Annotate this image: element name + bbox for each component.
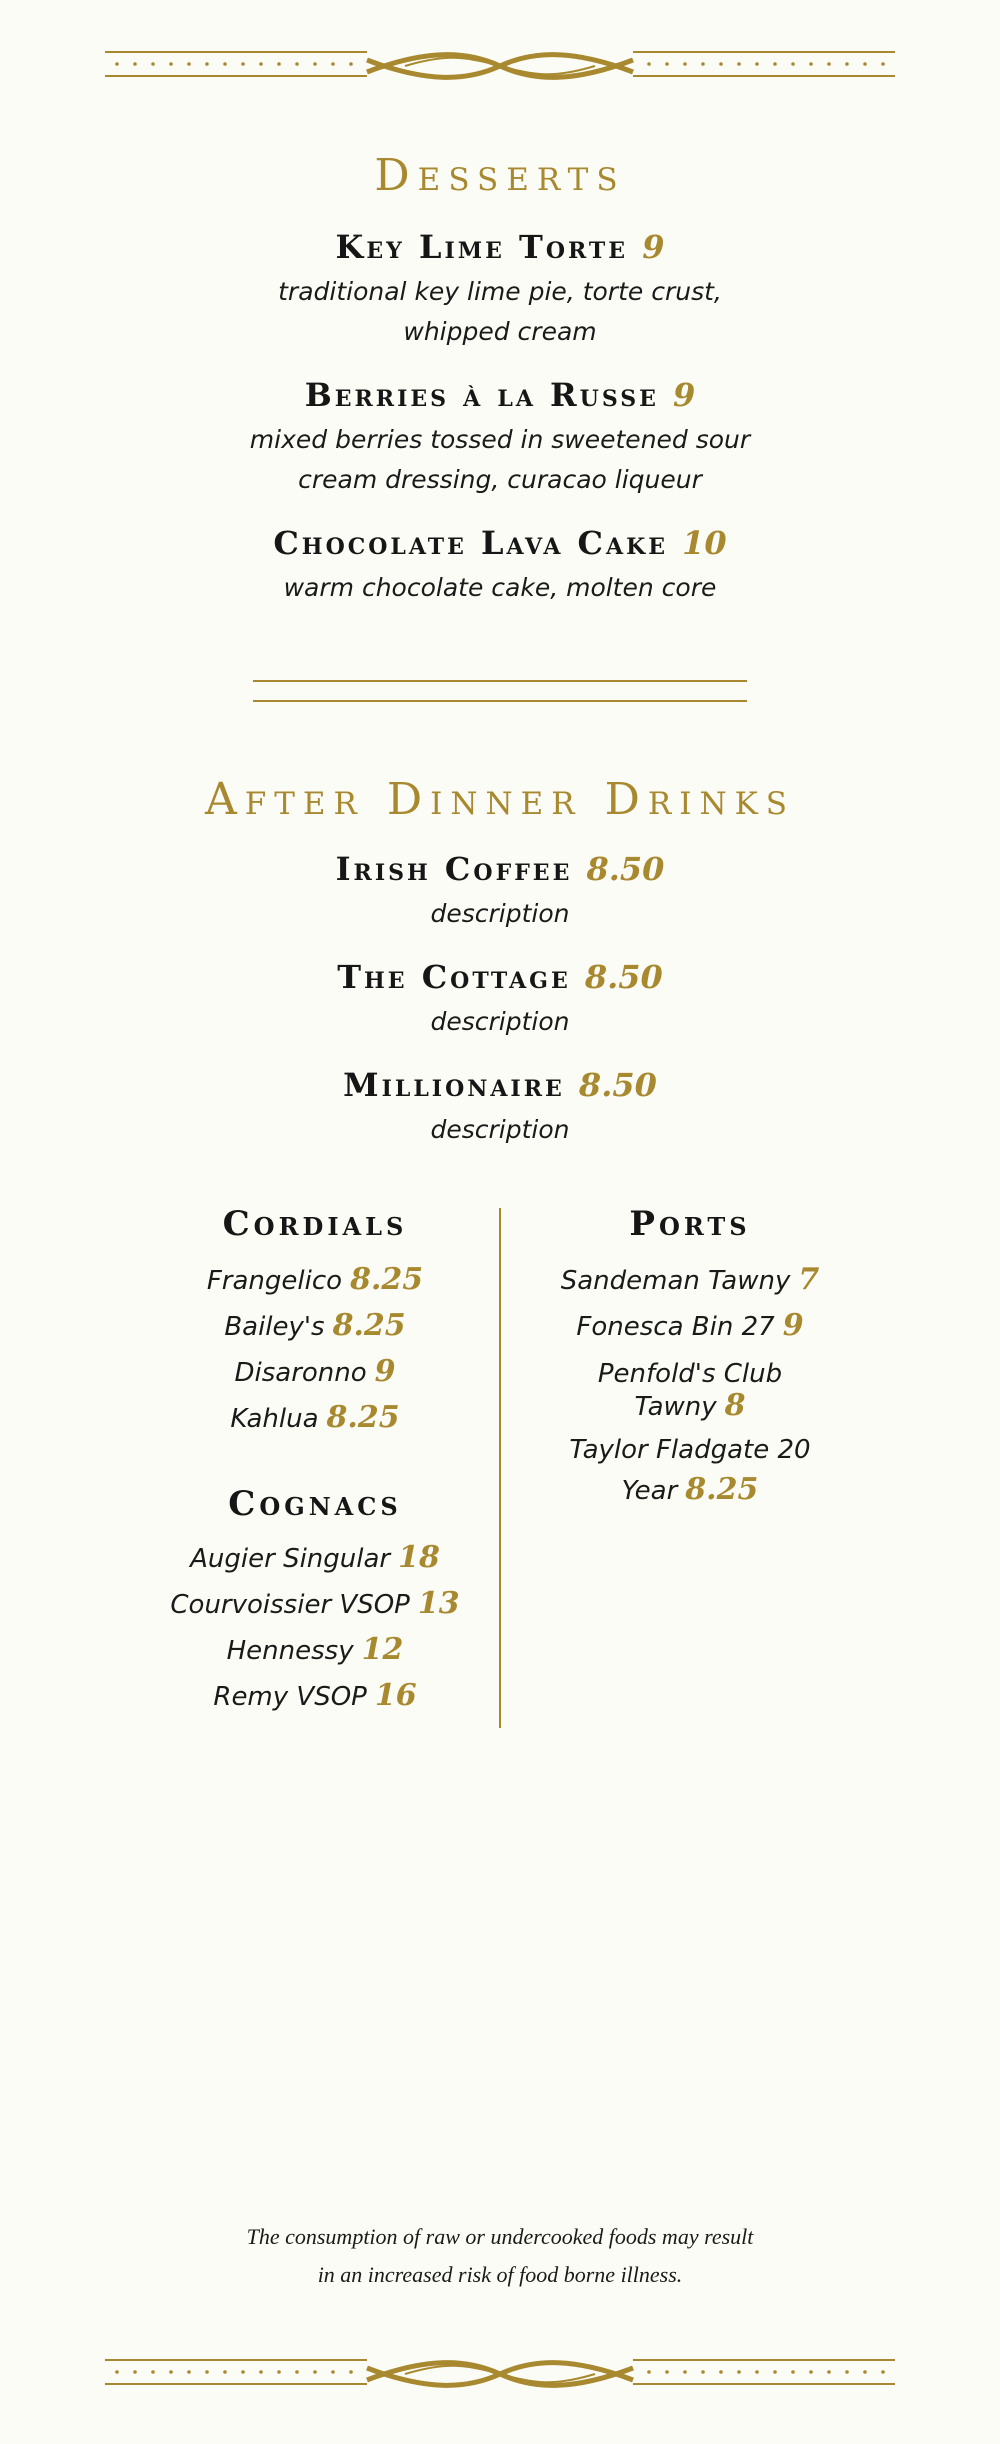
dessert-name-text: Key Lime Torte (335, 228, 629, 266)
drink-price: 8.50 (584, 958, 663, 996)
cordials-title: Cordials (222, 1204, 408, 1244)
cordial-item (115, 1310, 515, 1343)
cordial-price: 8.25 (350, 1262, 424, 1297)
port-price: 8.25 (685, 1472, 759, 1507)
drink-item-name (0, 958, 1000, 996)
dessert-item-name (0, 228, 1000, 266)
cognac-name: Hennessy (226, 1636, 354, 1666)
cognacs-title: Cognacs (228, 1484, 402, 1524)
cognac-price: 16 (374, 1678, 417, 1713)
cognac-item (115, 1634, 515, 1667)
cognac-item (115, 1588, 515, 1621)
bottom-ornament (105, 2354, 895, 2394)
port-price: 9 (782, 1308, 804, 1343)
dessert-desc-line: traditional key lime pie, torte crust, (278, 277, 722, 306)
dessert-item-name (0, 376, 1000, 414)
cordial-price: 8.25 (326, 1400, 400, 1435)
drink-price: 8.50 (586, 850, 665, 888)
port-name: Penfold's Club (597, 1359, 783, 1389)
cordial-name: Kahlua (230, 1404, 319, 1434)
cordial-item (115, 1356, 515, 1389)
port-name-cont: Year (621, 1476, 678, 1506)
ports-title: Ports (629, 1204, 751, 1244)
port-item (500, 1434, 880, 1507)
cordial-name: Frangelico (206, 1266, 343, 1296)
dessert-description (0, 420, 1000, 500)
drink-item-name (0, 850, 1000, 888)
drink-item-name (0, 1066, 1000, 1104)
port-price: 8 (724, 1388, 746, 1423)
cognac-price: 13 (417, 1586, 460, 1621)
port-price: 7 (798, 1262, 820, 1297)
drink-description: description (430, 1007, 570, 1036)
port-name: Fonesca Bin 27 (576, 1312, 775, 1342)
disclaimer-line: The consumption of raw or undercooked foods may result (246, 2224, 754, 2249)
top-ornament (105, 46, 895, 86)
drinks-title: After Dinner Drinks (204, 774, 796, 825)
dessert-desc-line: warm chocolate cake, molten core (283, 573, 717, 602)
dessert-price: 9 (642, 228, 665, 266)
cordial-item (115, 1402, 515, 1435)
section-divider-top-line (253, 680, 747, 682)
cordial-name: Bailey's (224, 1312, 325, 1342)
cognac-item (115, 1680, 515, 1713)
port-item (500, 1310, 880, 1343)
port-item (500, 1264, 880, 1297)
dessert-desc-line: whipped cream (403, 317, 597, 346)
cognac-price: 12 (361, 1632, 404, 1667)
dessert-price: 9 (673, 376, 696, 414)
port-name: Sandeman Tawny (560, 1266, 791, 1296)
port-name: Taylor Fladgate 20 (569, 1435, 811, 1465)
cognac-name: Augier Singular (190, 1544, 391, 1574)
cordial-name: Disaronno (234, 1358, 367, 1388)
dessert-price: 10 (682, 524, 727, 562)
disclaimer-line: in an increased risk of food borne illness. (317, 2262, 683, 2287)
dessert-item-name (0, 524, 1000, 562)
drink-description: description (430, 899, 570, 928)
dessert-name-text: Berries à la Russe (304, 376, 659, 414)
section-divider-bottom-line (253, 700, 747, 702)
dessert-description (0, 568, 1000, 608)
drink-description: description (430, 1115, 570, 1144)
dessert-desc-line: mixed berries tossed in sweetened sour (249, 425, 751, 454)
port-item (500, 1358, 880, 1423)
dessert-description (0, 272, 1000, 352)
dessert-desc-line: cream dressing, curacao liqueur (298, 465, 702, 494)
cordial-price: 9 (374, 1354, 396, 1389)
cognac-name: Courvoissier VSOP (170, 1590, 410, 1620)
dessert-name-text: Chocolate Lava Cake (273, 524, 668, 562)
cognac-item (115, 1542, 515, 1575)
desserts-title: Desserts (374, 150, 626, 201)
drink-price: 8.50 (578, 1066, 657, 1104)
port-name-cont: Tawny (634, 1392, 717, 1422)
cognac-price: 18 (398, 1540, 440, 1575)
cordial-item (115, 1264, 515, 1297)
drink-name-text: The Cottage (337, 958, 571, 996)
drink-name-text: Irish Coffee (335, 850, 573, 888)
cordial-price: 8.25 (332, 1308, 406, 1343)
health-disclaimer (0, 2218, 1000, 2294)
drink-name-text: Millionaire (343, 1066, 565, 1104)
cognac-name: Remy VSOP (213, 1682, 367, 1712)
